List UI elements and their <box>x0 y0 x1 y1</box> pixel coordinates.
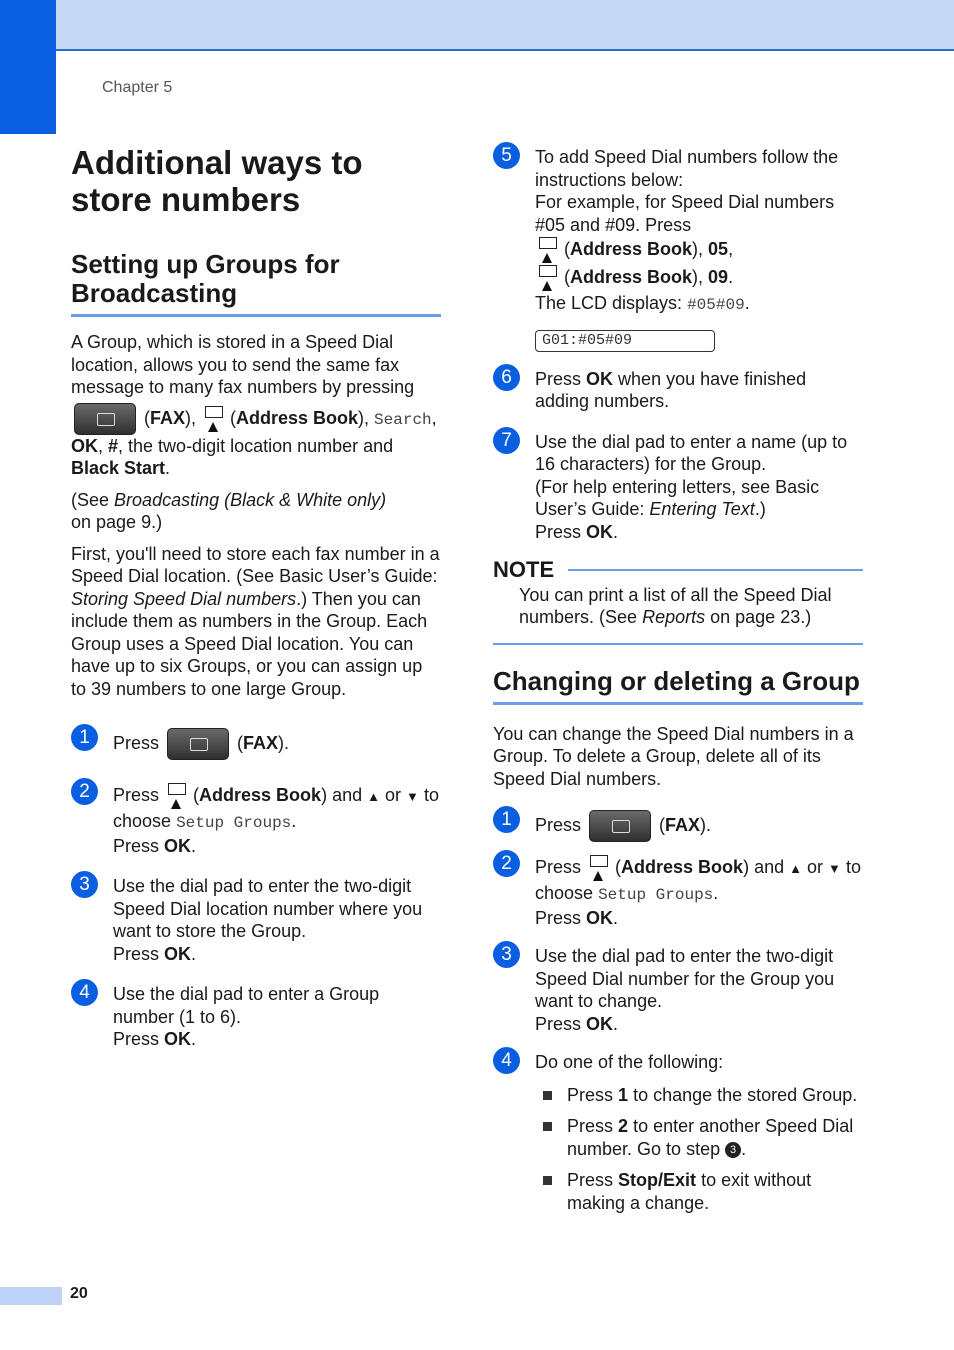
step-number: 5 <box>493 142 520 169</box>
note-box <box>493 559 863 645</box>
right-step-7: 7 Use the dial pad to enter a name (up to 16 characters) for the Group. (For help entering letters, see Basic User’s Guide: Entering Text.) Press OK. <box>493 431 863 544</box>
address-book-icon <box>537 264 557 292</box>
up-arrow-icon: ▲ <box>367 788 380 804</box>
bullet-square-icon <box>543 1122 552 1131</box>
address-book-icon <box>166 782 186 810</box>
step-number: 2 <box>71 778 98 805</box>
step-number: 1 <box>493 806 520 833</box>
intro-paragraph: A Group, which is stored in a Speed Dial location, allows you to send the same fax message to many fax numbers by pressing <box>71 332 415 397</box>
step-number: 3 <box>493 941 520 968</box>
option-item: Press 2 to enter another Speed Dial number. Go to step 3 . <box>541 1115 863 1160</box>
right-step-4: 4 Do one of the following: <box>493 1051 863 1074</box>
right-step-1: 1 Press (FAX). <box>493 810 863 842</box>
bullet-square-icon <box>543 1176 552 1185</box>
left-column <box>71 144 441 1051</box>
fax-key-icon <box>167 728 229 760</box>
page-number: 20 <box>70 1285 88 1302</box>
page-number-bar <box>0 1287 62 1305</box>
lcd-display: G01:#05#09 <box>535 330 715 352</box>
page-title: Additional ways to store numbers <box>71 144 363 218</box>
up-arrow-icon: ▲ <box>789 860 802 876</box>
option-item: Press Stop/Exit to exit without making a change. <box>541 1169 863 1214</box>
left-step-3: 3 Use the dial pad to enter the two-digit Speed Dial location number where you want to store the Group. Press OK. <box>71 875 441 965</box>
fax-key-icon <box>589 810 651 842</box>
step-number: 6 <box>493 364 520 391</box>
down-arrow-icon: ▼ <box>406 788 419 804</box>
left-step-2: 2 Press (Address Book) and ▲ or ▼ to choose Setup Groups. Press OK. <box>71 782 441 857</box>
right-step-2: 2 Press (Address Book) and ▲ or ▼ to choose Setup Groups. Press OK. <box>493 854 863 929</box>
right-step-6: 6 Press OK when you have finished adding numbers. <box>493 368 863 413</box>
note-body: You can print a list of all the Speed Dial numbers. (See Reports on page 23.) <box>519 584 832 627</box>
step-number: 2 <box>493 850 520 877</box>
left-step-4: 4 Use the dial pad to enter a Group number (1 to 6). Press OK. <box>71 983 441 1051</box>
note-title: NOTE <box>493 557 555 582</box>
down-arrow-icon: ▼ <box>828 860 841 876</box>
right-column <box>493 144 863 1214</box>
address-book-icon <box>537 236 557 264</box>
address-book-icon <box>588 854 608 882</box>
step-number: 4 <box>493 1047 520 1074</box>
see-reference: (See Broadcasting (Black & White only) on page 9.) <box>71 489 387 532</box>
address-book-icon <box>203 405 223 433</box>
option-item: Press 1 to change the stored Group. <box>541 1084 863 1107</box>
section-title-groups: Setting up Groups for Broadcasting <box>71 250 441 317</box>
left-step-1: 1 Press (FAX). <box>71 728 441 760</box>
fax-key-icon <box>74 403 136 435</box>
step-number: 7 <box>493 427 520 454</box>
step-reference-icon: 3 <box>725 1142 741 1158</box>
section-title-changing: Changing or deleting a Group <box>493 667 863 705</box>
step-number: 3 <box>71 871 98 898</box>
changing-intro: You can change the Speed Dial numbers in a Group. To delete a Group, delete all of its Speed Dial numbers. <box>493 723 854 789</box>
first-paragraph: First, you'll need to store each fax number in a Speed Dial location. (See Basic User’s Guide: Storing Speed Dial numbers.) Then you can include them as numbers in the Group. Each Group uses a Speed Dial location. You can have up to six Groups, or you can assign up to 39 numbers to one large Group. <box>71 543 440 699</box>
search-menu-text: Search <box>374 410 432 429</box>
step-number: 1 <box>71 724 98 751</box>
chapter-label: Chapter 5 <box>102 79 173 96</box>
step-number: 4 <box>71 979 98 1006</box>
top-banner <box>0 0 954 51</box>
bullet-square-icon <box>543 1091 552 1100</box>
right-step-3: 3 Use the dial pad to enter the two-digit Speed Dial number for the Group you want to change. Press OK. <box>493 945 863 1035</box>
chapter-tab <box>0 0 56 134</box>
right-step-5: 5 To add Speed Dial numbers follow the instructions below: For example, for Speed Dial numbers #05 and #09. Press (Address Book), 05, (Address Book), 09. The LCD displays: #05#09. G01:#05#09 <box>493 146 863 352</box>
intro-keys: (FAX), (Address Book), Search, OK, #, the two-digit location number and Black Start. <box>71 403 441 480</box>
